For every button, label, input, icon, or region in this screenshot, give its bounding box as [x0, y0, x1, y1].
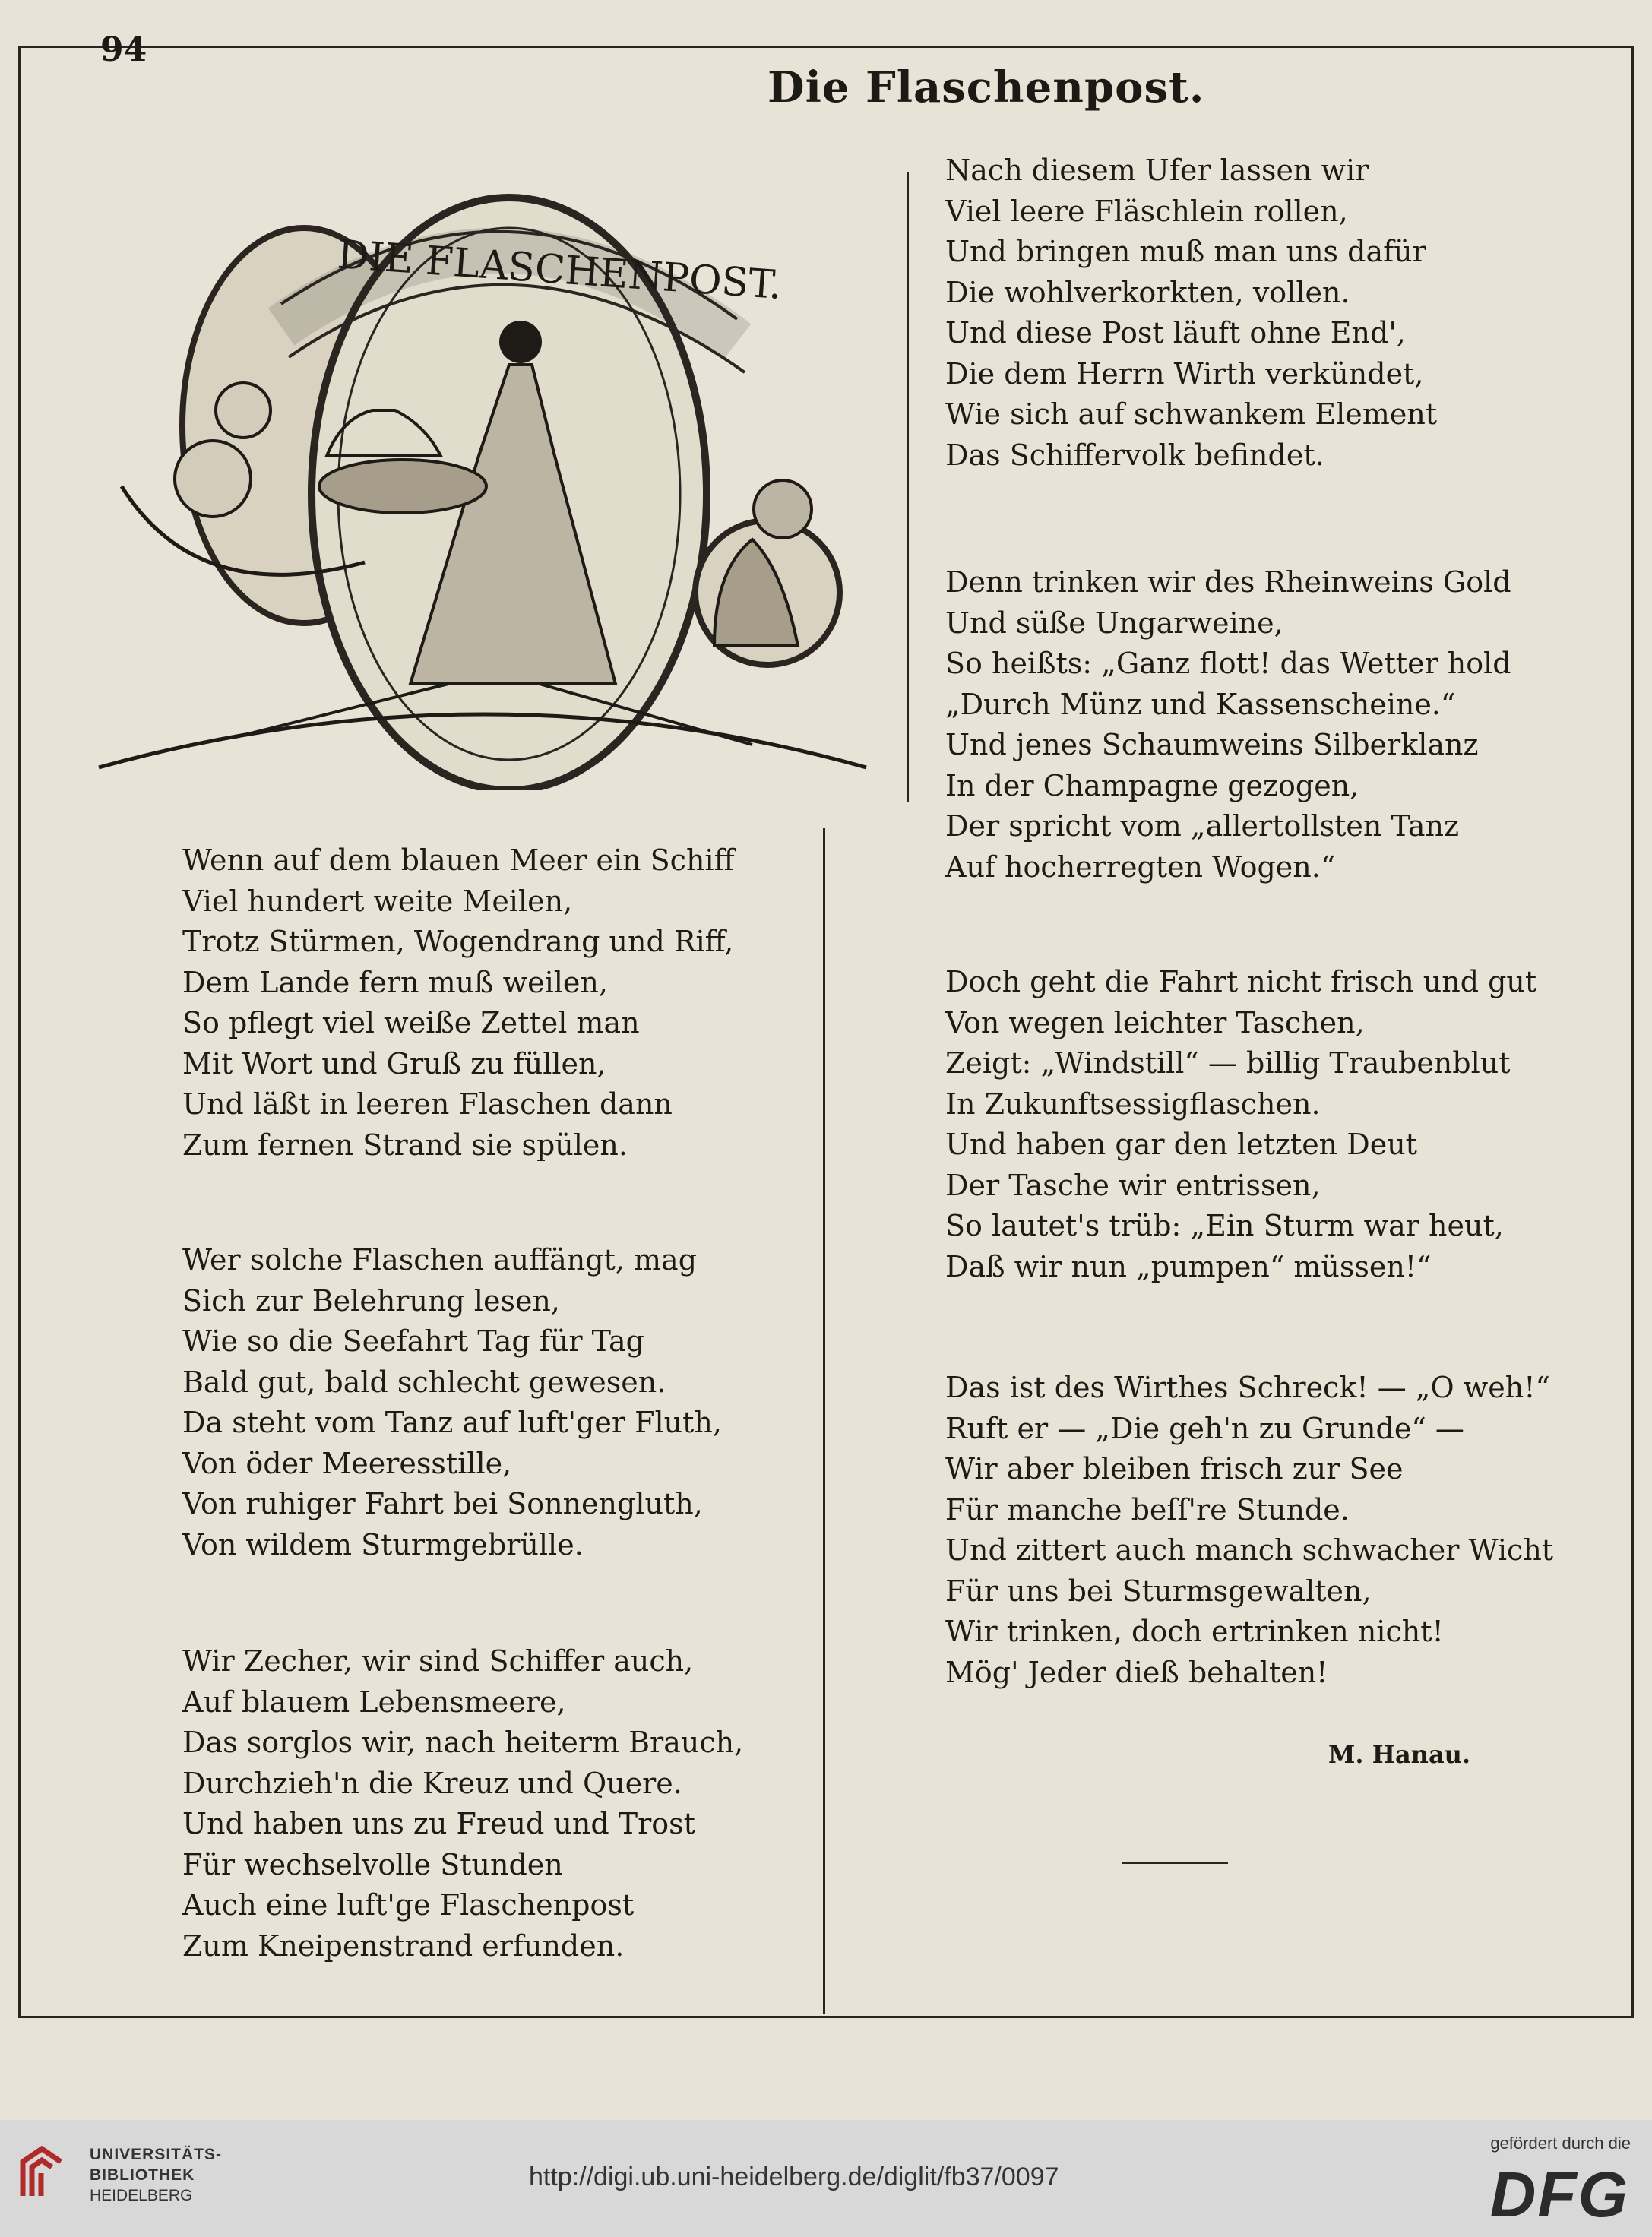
verse-line: Wie sich auf schwankem Element — [945, 397, 1438, 431]
verse-line: Wie so die Seefahrt Tag für Tag — [182, 1324, 644, 1358]
verse-line: Auf hocherregten Wogen.“ — [945, 850, 1336, 884]
verse-line: Wir Zecher, wir sind Schiffer auch, — [182, 1644, 694, 1678]
column-divider-top — [907, 172, 909, 802]
verse-line: Von wildem Sturmgebrülle. — [182, 1527, 584, 1561]
verse-line: Und haben uns zu Freud und Trost — [182, 1807, 695, 1840]
stanza-right-3 — [945, 962, 1536, 1287]
verse-line: Dem Lande fern muß weilen, — [182, 965, 608, 999]
banner-text: DIE FLASCHENPOST. — [335, 232, 783, 309]
stanza-right-4 — [945, 1368, 1553, 1693]
verse-line: Wenn auf dem blauen Meer ein Schiff — [182, 843, 735, 877]
verse-line: Mög' Jeder dieß behalten! — [945, 1655, 1328, 1689]
verse-line: Und diese Post läuft ohne End', — [945, 316, 1406, 350]
dfg-logo: DFG — [1489, 2159, 1629, 2230]
permalink-url[interactable]: http://digi.ub.uni-heidelberg.de/diglit/fb37/0097 — [529, 2163, 1059, 2191]
verse-line: Von wegen leichter Taschen, — [945, 1005, 1365, 1039]
verse-line: Von ruhiger Fahrt bei Sonnengluth, — [182, 1487, 703, 1520]
verse-line: Denn trinken wir des Rheinweins Gold — [945, 565, 1511, 599]
verse-line: Die dem Herrn Wirth verkündet, — [945, 356, 1424, 391]
verse-line: Bald gut, bald schlecht gewesen. — [182, 1365, 666, 1399]
verse-line: So pflegt viel weiße Zettel man — [182, 1006, 640, 1039]
end-rule — [1122, 1862, 1228, 1864]
verse-line: Und süße Ungarweine, — [945, 606, 1283, 640]
verse-line: In Zukunftsessigflaschen. — [945, 1087, 1321, 1121]
verse-line: So lautet's trüb: „Ein Sturm war heut, — [945, 1209, 1504, 1242]
library-name-line: UNIVERSITÄTS- — [90, 2146, 223, 2163]
library-name-line: HEIDELBERG — [90, 2187, 193, 2204]
verse-line: Und zittert auch manch schwacher Wicht — [945, 1533, 1554, 1567]
stanza-left-2 — [182, 1240, 722, 1565]
verse-line: Mit Wort und Gruß zu füllen, — [182, 1046, 606, 1081]
verse-line: Sich zur Belehrung lesen, — [182, 1283, 560, 1318]
verse-line: Und läßt in leeren Flaschen dann — [182, 1087, 673, 1121]
page-title: Die Flaschenpost. — [767, 62, 1205, 112]
stanza-left-1 — [182, 840, 735, 1166]
verse-line: Da steht vom Tanz auf luft'ger Fluth, — [182, 1406, 722, 1439]
verse-line: Der spricht vom „allertollsten Tanz — [945, 809, 1460, 843]
funded-by-label: gefördert durch die — [1490, 2134, 1631, 2153]
verse-line: Zeigt: „Windstill“ — billig Traubenblut — [945, 1046, 1511, 1080]
verse-line: Zum Kneipenstrand erfunden. — [182, 1929, 625, 1963]
verse-line: So heißts: „Ganz flott! das Wetter hold — [945, 647, 1511, 680]
verse-line: Und bringen muß man uns dafür — [945, 235, 1426, 268]
verse-line: Wer solche Flaschen auffängt, mag — [182, 1243, 698, 1277]
verse-line: Daß wir nun „pumpen“ müssen!“ — [945, 1249, 1432, 1283]
verse-line: Das ist des Wirthes Schreck! — „O weh!“ — [945, 1371, 1550, 1404]
verse-line: Auch eine luft'ge Flaschenpost — [182, 1888, 635, 1922]
verse-line: Zum fernen Strand sie spülen. — [182, 1128, 628, 1162]
flaschenpost-illustration — [84, 137, 889, 790]
verse-line: Doch geht die Fahrt nicht frisch und gut — [945, 965, 1537, 998]
verse-line: „Durch Münz und Kassenscheine.“ — [945, 687, 1456, 721]
verse-line: Wir aber bleiben frisch zur See — [945, 1452, 1404, 1486]
footer-bar — [0, 2120, 1652, 2237]
verse-line: Wir trinken, doch ertrinken nicht! — [945, 1615, 1444, 1648]
verse-line: Viel leere Fläschlein rollen, — [945, 194, 1348, 228]
verse-line: Die wohlverkorkten, vollen. — [945, 275, 1350, 309]
author-signature: M. Hanau. — [1328, 1740, 1471, 1769]
verse-line: Für uns bei Sturmsgewalten, — [945, 1574, 1372, 1608]
stanza-right-1 — [945, 150, 1437, 476]
verse-line: Auf blauem Lebensmeere, — [182, 1685, 566, 1719]
university-logo-icon — [15, 2143, 68, 2204]
verse-line: Viel hundert weite Meilen, — [182, 884, 573, 918]
verse-line: Das sorglos wir, nach heiterm Brauch, — [182, 1726, 744, 1759]
verse-line: Für wechselvolle Stunden — [182, 1847, 563, 1881]
verse-line: Trotz Stürmen, Wogendrang und Riff, — [182, 925, 734, 958]
verse-line: Von öder Meeresstille, — [182, 1446, 512, 1480]
library-name-line: BIBLIOTHEK — [90, 2166, 195, 2184]
verse-line: Durchzieh'n die Kreuz und Quere. — [182, 1766, 682, 1800]
verse-line: Nach diesem Ufer lassen wir — [945, 153, 1369, 187]
verse-line: Der Tasche wir entrissen, — [945, 1168, 1321, 1202]
verse-line: Für manche beſſ're Stunde. — [945, 1492, 1350, 1527]
library-name — [90, 2144, 222, 2206]
stanza-left-3 — [182, 1641, 743, 1966]
page-number: 94 — [100, 30, 147, 69]
verse-line: Und haben gar den letzten Deut — [945, 1128, 1417, 1161]
stanza-right-2 — [945, 562, 1511, 888]
column-divider-bottom — [823, 828, 825, 2014]
verse-line: Das Schiffervolk befindet. — [945, 438, 1324, 472]
verse-line: In der Champagne gezogen, — [945, 768, 1359, 802]
verse-line: Ruft er — „Die geh'n zu Grunde“ — — [945, 1411, 1464, 1445]
verse-line: Und jenes Schaumweins Silberklanz — [945, 728, 1479, 761]
